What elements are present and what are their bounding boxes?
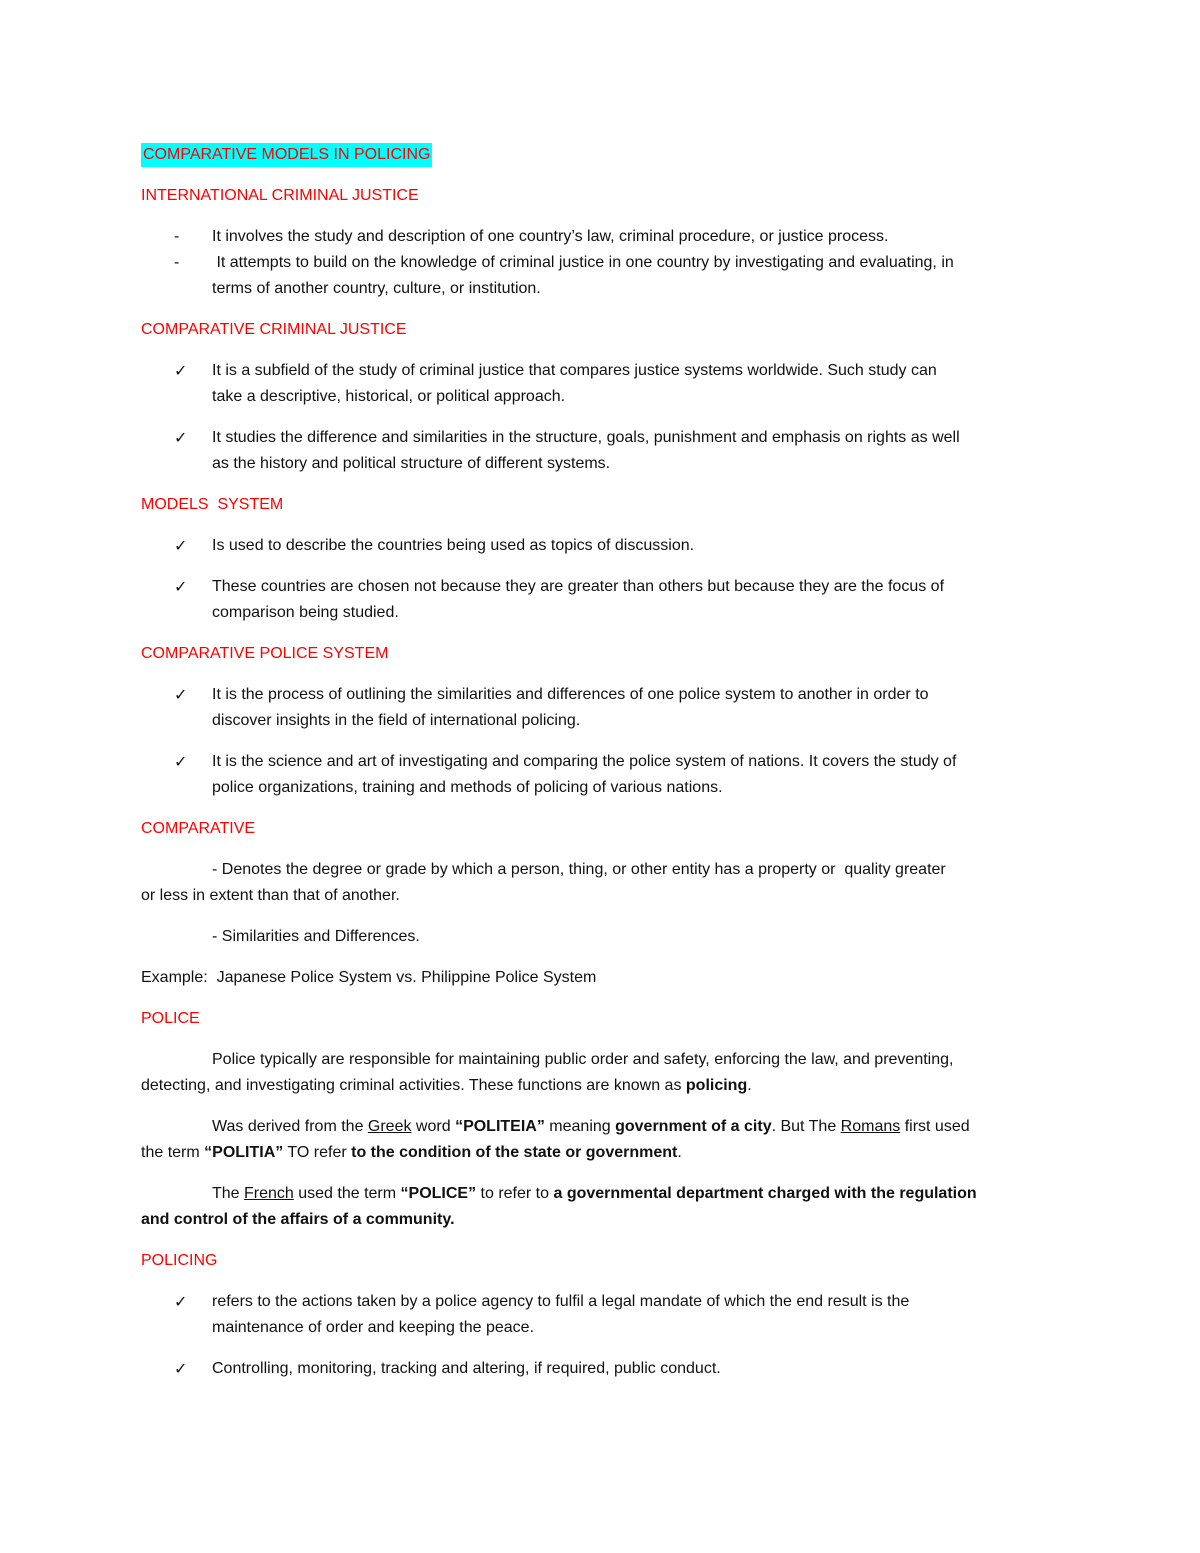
- underlined-term: Romans: [840, 1118, 901, 1135]
- paragraph-line: Police typically are responsible for maintaining public order and safety, enforcing the law, and preventing,: [212, 1051, 954, 1068]
- check-list: [141, 1289, 1061, 1382]
- police-paragraph-1: [141, 1047, 1061, 1099]
- checkmark-icon: ✓: [174, 361, 188, 380]
- list-item: [141, 682, 1061, 734]
- list-item-text: comparison being studied.: [212, 604, 399, 621]
- text-span: TO refer: [283, 1144, 352, 1161]
- paragraph-line: [141, 1114, 1061, 1140]
- section-heading-comparative-police-system: COMPARATIVE POLICE SYSTEM: [141, 645, 389, 662]
- bold-term: “POLITIA”: [204, 1144, 284, 1161]
- list-item-text: It is the science and art of investigating and comparing the police system of nations. It covers the study of: [212, 753, 957, 770]
- paragraph-line: [141, 1140, 1061, 1166]
- list-item-text: It is the process of outlining the similarities and differences of one police system to another in order to: [212, 686, 929, 703]
- checkmark-icon: ✓: [174, 685, 188, 704]
- paragraph-line: and control of the affairs of a community.: [141, 1211, 455, 1228]
- list-item-text: terms of another country, culture, or institution.: [212, 280, 541, 297]
- list-item: [141, 224, 1061, 250]
- list-item-text: It involves the study and description of one country’s law, criminal procedure, or justice process.: [212, 228, 889, 245]
- police-paragraph-2: [141, 1114, 1061, 1166]
- list-item: [141, 1289, 1061, 1341]
- section-heading-comparative: COMPARATIVE: [141, 820, 256, 837]
- section-heading-police: POLICE: [141, 1010, 200, 1027]
- list-item-text: Controlling, monitoring, tracking and altering, if required, public conduct.: [212, 1360, 721, 1377]
- text-span: used the term: [293, 1185, 401, 1202]
- list-item-text: as the history and political structure of different systems.: [212, 455, 611, 472]
- text-span: meaning: [544, 1118, 616, 1135]
- list-item: [141, 425, 1061, 477]
- dash-marker: -: [174, 228, 180, 245]
- list-item-text: These countries are chosen not because they are greater than others but because they are the focus of: [212, 578, 945, 595]
- list-item-text: take a descriptive, historical, or political approach.: [212, 388, 566, 405]
- dash-marker: -: [174, 254, 180, 271]
- text-span: . But The: [771, 1118, 841, 1135]
- list-item: [141, 574, 1061, 626]
- police-paragraph-3: [141, 1181, 1061, 1233]
- checkmark-icon: ✓: [174, 1359, 188, 1378]
- paragraph-line: - Denotes the degree or grade by which a person, thing, or other entity has a property or quality greater: [212, 861, 946, 878]
- list-item: [141, 749, 1061, 801]
- text-span: the term: [141, 1144, 205, 1161]
- text-span: word: [411, 1118, 456, 1135]
- text-span: .: [677, 1144, 682, 1161]
- list-item-text: discover insights in the field of international policing.: [212, 712, 581, 729]
- section-heading-international-criminal-justice: INTERNATIONAL CRIMINAL JUSTICE: [141, 187, 419, 204]
- checkmark-icon: ✓: [174, 428, 188, 447]
- check-list: [141, 358, 1061, 477]
- text-span: detecting, and investigating criminal activities. These functions are known as: [141, 1077, 686, 1094]
- paragraph-line: [141, 1181, 1061, 1207]
- list-item-text: maintenance of order and keeping the peace.: [212, 1319, 535, 1336]
- paragraph-line: or less in extent than that of another.: [141, 887, 400, 904]
- text-span: The: [212, 1185, 245, 1202]
- dash-list: [141, 224, 1061, 302]
- underlined-term: Greek: [367, 1118, 412, 1135]
- bold-term: “POLITEIA”: [455, 1118, 545, 1135]
- text-span: first used: [900, 1118, 970, 1135]
- list-item: [141, 358, 1061, 410]
- document-body: [141, 142, 1061, 1382]
- bold-term: policing: [685, 1077, 748, 1094]
- example-line: Example: Japanese Police System vs. Philippine Police System: [141, 969, 597, 986]
- list-item-text: police organizations, training and methods of policing of various nations.: [212, 779, 723, 796]
- paragraph-line: - Similarities and Differences.: [212, 928, 420, 945]
- section-heading-models-system: MODELS SYSTEM: [141, 496, 284, 513]
- list-item: [141, 250, 1061, 302]
- bold-term: a governmental department charged with the regulation: [553, 1185, 977, 1202]
- comparative-definition: [141, 857, 1061, 909]
- text-span: to refer to: [476, 1185, 554, 1202]
- list-item-text: It is a subfield of the study of criminal justice that compares justice systems worldwide. Such study can: [212, 362, 937, 379]
- check-list: [141, 682, 1061, 801]
- underlined-term: French: [244, 1185, 294, 1202]
- checkmark-icon: ✓: [174, 577, 188, 596]
- text-span: Was derived from the: [212, 1118, 368, 1135]
- list-item: [141, 1356, 1061, 1382]
- list-item-text: It studies the difference and similarities in the structure, goals, punishment and emphasis on rights as well: [212, 429, 960, 446]
- paragraph-line: [141, 1073, 1061, 1099]
- bold-term: government of a city: [615, 1118, 772, 1135]
- list-item-text: It attempts to build on the knowledge of criminal justice in one country by investigating and evaluating, in: [212, 254, 954, 271]
- section-heading-policing: POLICING: [141, 1252, 218, 1269]
- section-heading-comparative-criminal-justice: COMPARATIVE CRIMINAL JUSTICE: [141, 321, 407, 338]
- checkmark-icon: ✓: [174, 536, 188, 555]
- checkmark-icon: ✓: [174, 752, 188, 771]
- bold-term: to the condition of the state or government: [351, 1144, 678, 1161]
- bold-term: “POLICE”: [400, 1185, 477, 1202]
- text-span: .: [747, 1077, 752, 1094]
- list-item: [141, 533, 1061, 559]
- checkmark-icon: ✓: [174, 1292, 188, 1311]
- list-item-text: refers to the actions taken by a police agency to fulfil a legal mandate of which the end result is the: [212, 1293, 910, 1310]
- list-item-text: Is used to describe the countries being used as topics of discussion.: [212, 537, 695, 554]
- check-list: [141, 533, 1061, 626]
- document-title: COMPARATIVE MODELS IN POLICING: [141, 143, 432, 167]
